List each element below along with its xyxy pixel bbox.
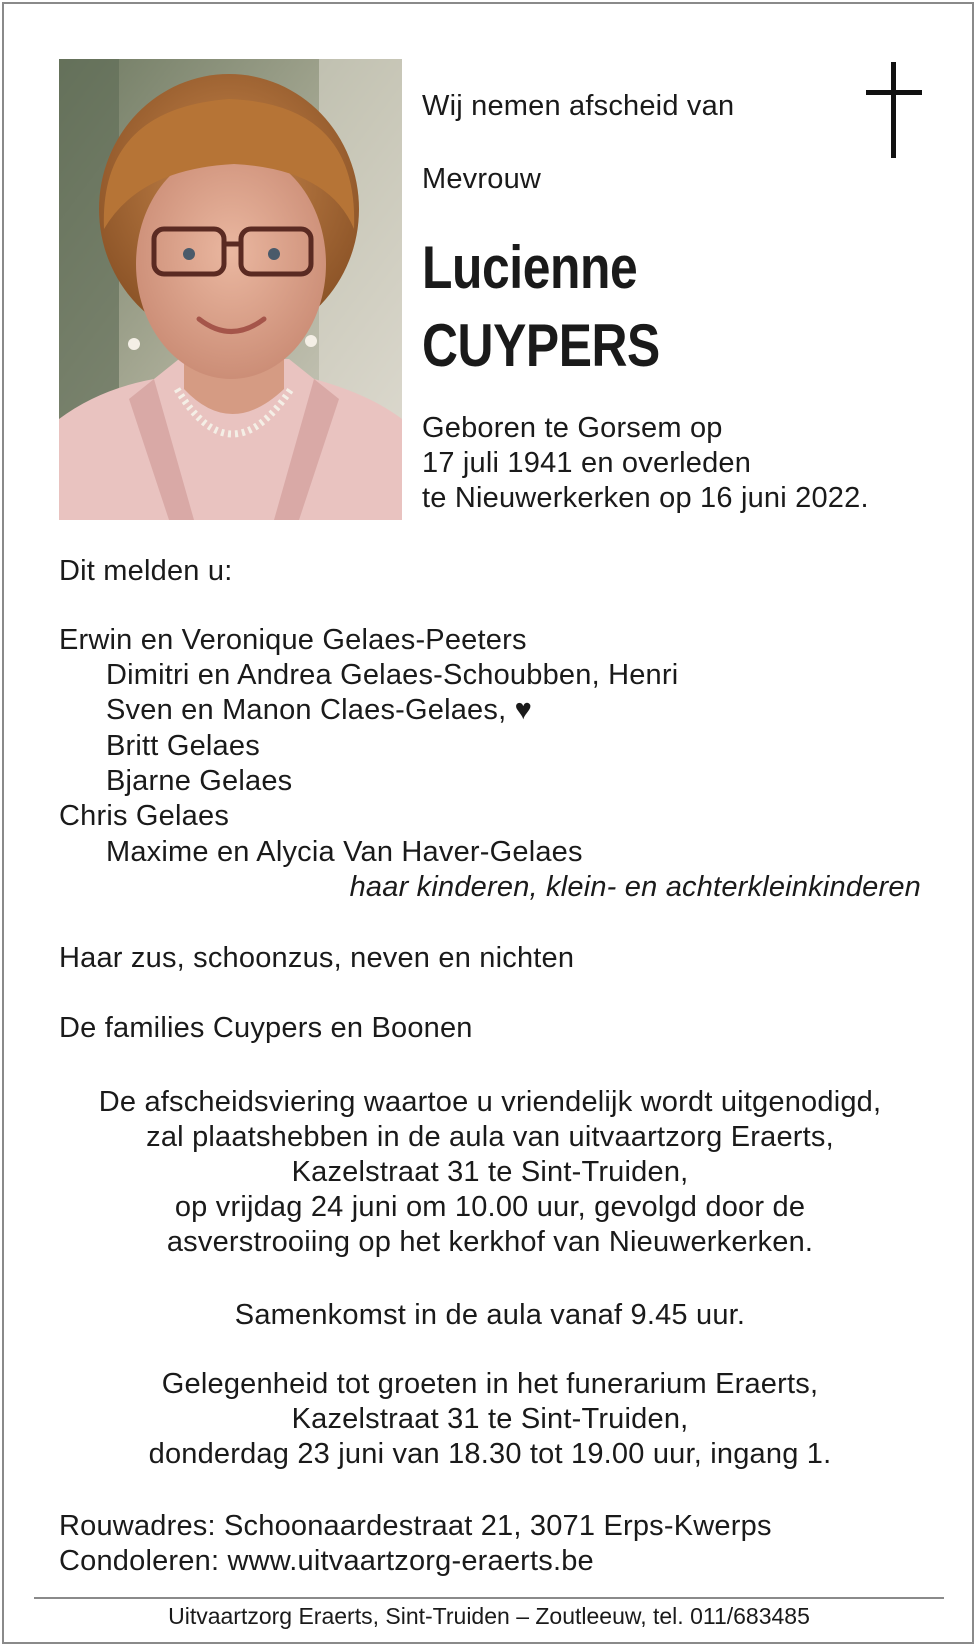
visitation-line: Kazelstraat 31 te Sint-Truiden, (291, 1403, 689, 1435)
visitation-line: Gelegenheid tot groeten in het funerarium Eraerts, (161, 1368, 819, 1400)
gathering-line: Samenkomst in de aula vanaf 9.45 uur. (234, 1299, 746, 1331)
family-group-1: Erwin en Veronique Gelaes-Peeters (59, 624, 527, 656)
birth-death-line-1: Geboren te Gorsem op (422, 412, 723, 444)
visitation-line: donderdag 23 juni van 18.30 tot 19.00 uur, ingang 1. (148, 1438, 832, 1470)
ceremony-details (40, 1085, 940, 1260)
gathering-details (40, 1298, 940, 1333)
siblings-line: Haar zus, schoonzus, neven en nichten (59, 942, 575, 974)
family-member: Maxime en Alycia Van Haver-Gelaes (106, 836, 583, 868)
ceremony-line: zal plaatshebben in de aula van uitvaartzorg Eraerts, (146, 1121, 834, 1153)
ceremony-line: op vrijdag 24 juni om 10.00 uur, gevolgd door de (174, 1191, 806, 1223)
family-member: Dimitri en Andrea Gelaes-Schoubben, Henri (106, 659, 679, 691)
condolences-line: Condoleren: www.uitvaartzorg-eraerts.be (59, 1545, 594, 1577)
latin-cross-icon (866, 62, 922, 158)
first-name: Lucienne (422, 234, 638, 301)
birth-death-line-2: 17 juli 1941 en overleden (422, 447, 752, 479)
families-line: De families Cuypers en Boonen (59, 1012, 473, 1044)
announcement: Dit melden u: (59, 555, 233, 587)
funeral-home-footer: Uitvaartzorg Eraerts, Sint-Truiden – Zoutleeuw, tel. 011/683485 (168, 1603, 810, 1629)
ceremony-line: De afscheidsviering waartoe u vriendelijk wordt uitgenodigd, (98, 1086, 882, 1118)
birth-death-line-3: te Nieuwerkerken op 16 juni 2022. (422, 482, 869, 514)
family-member: Sven en Manon Claes-Gelaes, ♥ (106, 694, 533, 726)
intro-text: Wij nemen afscheid van (422, 90, 735, 122)
salutation: Mevrouw (422, 163, 542, 195)
visitation-details (40, 1367, 940, 1472)
family-member: Bjarne Gelaes (106, 765, 293, 797)
last-name: CUYPERS (422, 312, 660, 379)
portrait-photo (59, 59, 402, 520)
ceremony-line: Kazelstraat 31 te Sint-Truiden, (291, 1156, 689, 1188)
family-group-2: Chris Gelaes (59, 800, 230, 832)
footer-divider (34, 1597, 944, 1599)
relation-note: haar kinderen, klein- en achterkleinkinderen (349, 871, 921, 903)
family-member: Britt Gelaes (106, 730, 260, 762)
mourning-address: Rouwadres: Schoonaardestraat 21, 3071 Erps-Kwerps (59, 1510, 772, 1542)
ceremony-line: asverstrooiing op het kerkhof van Nieuwerkerken. (166, 1226, 814, 1258)
